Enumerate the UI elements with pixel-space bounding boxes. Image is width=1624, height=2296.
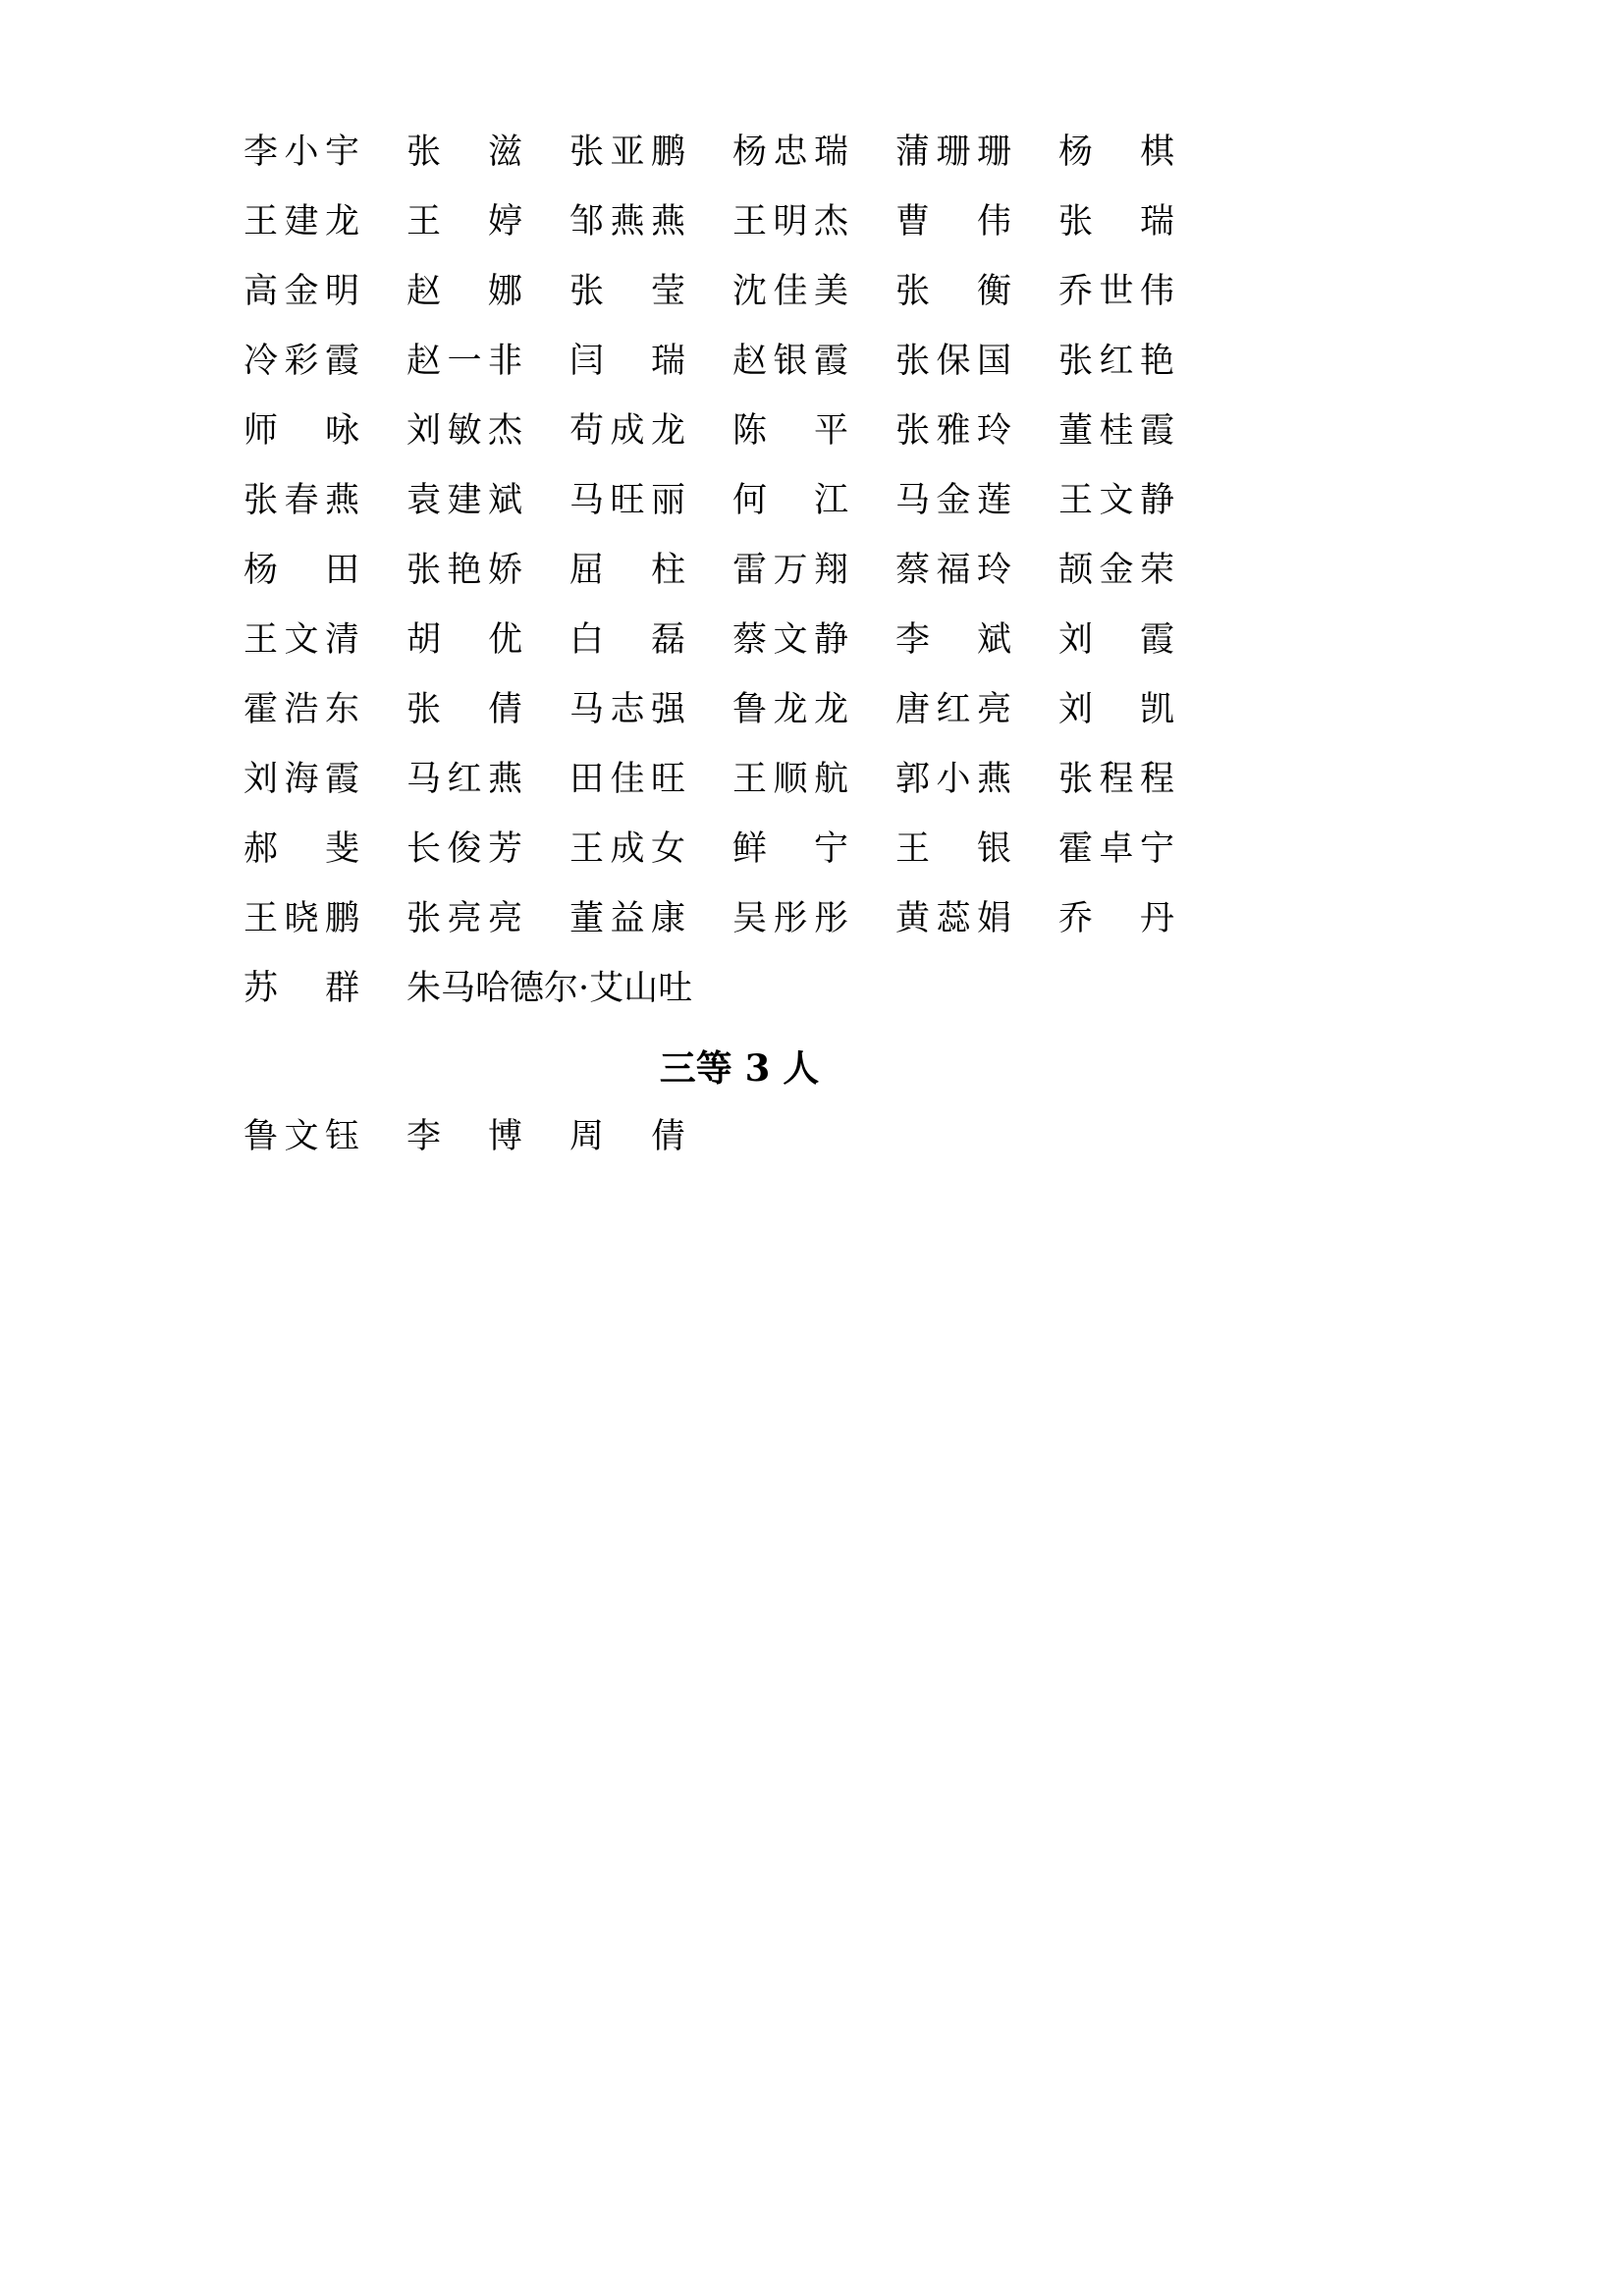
name-text: 刘 海 霞 [244,760,359,799]
name-text: 张 莹 [569,272,685,311]
name-text: 田 佳 旺 [569,760,685,799]
name-text: 马 志 强 [569,690,685,729]
name-cell [569,815,732,884]
name-text: 沈 佳 美 [732,272,848,311]
name-cell [244,954,406,1024]
name-text: 赵 银 霞 [732,342,848,381]
name-text: 长 俊 芳 [406,829,522,869]
name-cell [406,536,569,606]
name-cell [732,118,895,187]
name-text: 马 金 莲 [895,481,1011,520]
name-text: 王 成 女 [569,829,685,869]
name-text: 雷 万 翔 [732,551,848,590]
name-cell [569,118,732,187]
name-text: 杨 田 [244,551,359,590]
name-text: 师 咏 [244,411,359,451]
name-text: 张 红 艳 [1058,342,1174,381]
name-cell [406,815,569,884]
name-text: 王 晓 鹏 [244,899,359,938]
name-cell [732,815,895,884]
name-cell [1058,675,1221,745]
name-cell [1058,397,1221,466]
name-cell [1058,257,1221,327]
name-cell [406,606,569,675]
name-text: 鲁 文 钰 [244,1117,359,1156]
name-cell [895,884,1058,954]
name-text: 杨 忠 瑞 [732,133,848,172]
name-cell [569,257,732,327]
name-cell [569,1102,732,1172]
name-cell [569,327,732,397]
name-cell [732,606,895,675]
name-text: 屈 柱 [569,551,685,590]
name-text: 邹 燕 燕 [569,202,685,241]
name-cell [895,397,1058,466]
name-cell [895,606,1058,675]
name-text: 郝 斐 [244,829,359,869]
name-text: 李 斌 [895,620,1011,660]
name-text: 王 顺 航 [732,760,848,799]
table-row [244,187,1235,257]
name-cell [732,327,895,397]
name-cell [406,466,569,536]
table-row [244,954,1235,1024]
name-cell [1058,884,1221,954]
third-prize-row [244,1102,1398,1172]
name-text: 刘 敏 杰 [406,411,522,451]
name-cell [406,884,569,954]
name-text: 蔡 文 静 [732,620,848,660]
name-text: 黄 蕊 娟 [895,899,1011,938]
name-cell [406,1102,569,1172]
name-cell [569,745,732,815]
name-cell [244,675,406,745]
name-text: 王 婷 [406,202,522,241]
name-cell [1058,327,1221,397]
name-cell [1058,187,1221,257]
name-text: 马 旺 丽 [569,481,685,520]
name-cell [732,466,895,536]
name-text: 苏 群 [244,969,359,1008]
name-cell [895,118,1058,187]
table-row [244,257,1235,327]
name-cell [244,606,406,675]
name-text: 陈 平 [732,411,848,451]
name-grid [244,118,1235,1024]
name-text: 张 倩 [406,690,522,729]
name-text: 鲜 宁 [732,829,848,869]
name-text: 李 小 宇 [244,133,359,172]
name-text: 曹 伟 [895,202,1011,241]
name-text: 王 明 杰 [732,202,848,241]
name-cell [895,327,1058,397]
name-text: 王 建 龙 [244,202,359,241]
name-cell [895,257,1058,327]
name-cell [1058,118,1221,187]
name-cell [406,745,569,815]
name-cell [569,187,732,257]
name-text: 张 亮 亮 [406,899,522,938]
name-cell [244,815,406,884]
name-text: 朱马哈德尔·艾山吐 [406,969,693,1008]
name-text: 吴 彤 彤 [732,899,848,938]
name-text: 胡 优 [406,620,522,660]
name-text: 袁 建 斌 [406,481,522,520]
name-cell [569,884,732,954]
name-cell [732,187,895,257]
table-row [244,675,1235,745]
name-cell [406,187,569,257]
name-cell [895,815,1058,884]
name-text: 赵 一 非 [406,342,522,381]
name-text: 高 金 明 [244,272,359,311]
name-text: 王 文 静 [1058,481,1174,520]
name-cell [895,745,1058,815]
name-cell [406,397,569,466]
name-cell [244,745,406,815]
name-text: 郭 小 燕 [895,760,1011,799]
name-text: 董 桂 霞 [1058,411,1174,451]
table-row [244,327,1235,397]
name-cell [569,536,732,606]
name-text: 唐 红 亮 [895,690,1011,729]
name-text: 乔 丹 [1058,899,1174,938]
name-text: 张 亚 鹏 [569,133,685,172]
name-cell [244,187,406,257]
name-cell [732,397,895,466]
name-text: 王 银 [895,829,1011,869]
name-cell [244,118,406,187]
name-text: 白 磊 [569,620,685,660]
name-cell [1058,536,1221,606]
name-cell [732,675,895,745]
name-text: 蔡 福 玲 [895,551,1011,590]
name-text: 赵 娜 [406,272,522,311]
name-text: 冷 彩 霞 [244,342,359,381]
name-text: 杨 棋 [1058,133,1174,172]
name-cell [244,1102,406,1172]
name-text: 张 衡 [895,272,1011,311]
name-cell [244,884,406,954]
name-text: 刘 凯 [1058,690,1174,729]
name-cell [244,466,406,536]
name-text: 张 雅 玲 [895,411,1011,451]
name-text: 颉 金 荣 [1058,551,1174,590]
table-row [244,536,1235,606]
name-cell [732,884,895,954]
table-row [244,815,1235,884]
name-text: 蒲 珊 珊 [895,133,1011,172]
name-cell [244,257,406,327]
name-text: 苟 成 龙 [569,411,685,451]
name-text: 张 保 国 [895,342,1011,381]
name-cell [1058,745,1221,815]
name-cell [244,397,406,466]
name-text: 鲁 龙 龙 [732,690,848,729]
name-cell [406,675,569,745]
name-text: 王 文 清 [244,620,359,660]
name-text: 乔 世 伟 [1058,272,1174,311]
name-cell [732,745,895,815]
name-text: 马 红 燕 [406,760,522,799]
name-text: 周 倩 [569,1117,685,1156]
name-cell [244,536,406,606]
name-cell [732,536,895,606]
name-cell [895,675,1058,745]
name-cell [244,327,406,397]
table-row [244,118,1235,187]
name-text: 霍 卓 宁 [1058,829,1174,869]
page-title: 三等 3 人 [659,1046,820,1090]
name-text: 张 艳 娇 [406,551,522,590]
name-cell [1058,815,1221,884]
name-text: 张 程 程 [1058,760,1174,799]
table-row [244,745,1235,815]
name-cell [569,397,732,466]
name-cell [406,954,692,1024]
name-cell [569,466,732,536]
name-text: 李 博 [406,1117,522,1156]
name-cell [569,675,732,745]
table-row [244,466,1235,536]
name-text: 刘 霞 [1058,620,1174,660]
name-cell [1058,606,1221,675]
name-cell [1058,466,1221,536]
name-cell [406,118,569,187]
name-cell [569,606,732,675]
name-cell [406,257,569,327]
name-text: 何 江 [732,481,848,520]
table-row [244,397,1235,466]
name-cell [895,466,1058,536]
name-text: 张 瑞 [1058,202,1174,241]
name-text: 张 春 燕 [244,481,359,520]
name-text: 张 滋 [406,133,522,172]
name-cell [895,187,1058,257]
name-text: 霍 浩 东 [244,690,359,729]
table-row [244,884,1235,954]
table-row [244,606,1235,675]
name-cell [406,327,569,397]
name-text: 董 益 康 [569,899,685,938]
name-cell [732,257,895,327]
name-cell [895,536,1058,606]
name-text: 闫 瑞 [569,342,685,381]
